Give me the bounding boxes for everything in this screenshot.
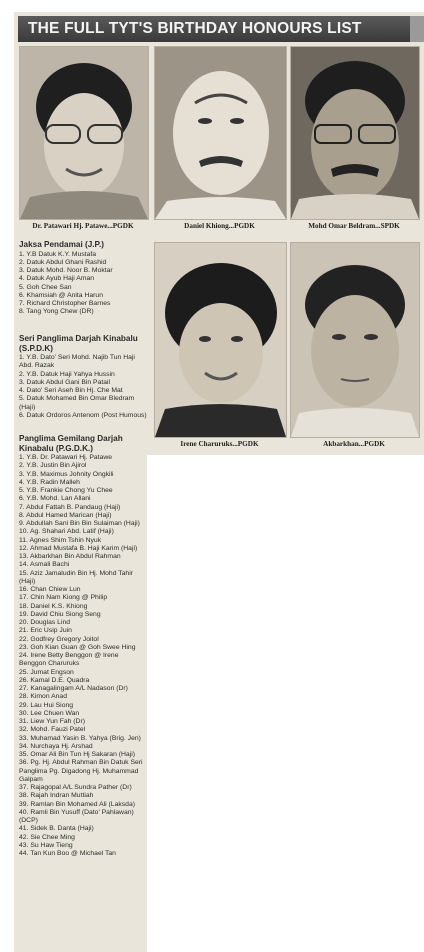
list-item: 4. Dato' Seri Aseh Bin Hj. Che Mat bbox=[19, 387, 123, 395]
list-item: 9. Abdullah Sani Bin Bin Sulaiman (Haji) bbox=[19, 520, 140, 528]
list-item: 1. Y.B Datuk K.Y. Mustafa bbox=[19, 250, 97, 258]
list-item: 24. Irene Betty Benggon @ Irene Benggon Charuruks bbox=[19, 652, 119, 668]
list-item: 8. Abdul Hamed Marican (Haji) bbox=[19, 511, 112, 519]
list-item: 7. Abdul Fattah B. Pandaug (Haji) bbox=[19, 503, 121, 511]
list-item: 32. Mohd. Fauzi Patel bbox=[19, 726, 86, 734]
photo-akbarkhan bbox=[290, 242, 420, 438]
list-item: 44. Tan Kun Boo @ Michael Tan bbox=[19, 850, 116, 858]
list-item: 31. Liew Yun Fah (Dr) bbox=[19, 718, 85, 726]
portrait-image bbox=[291, 243, 419, 437]
list-item: 25. Jumat Engson bbox=[19, 668, 74, 676]
list-item: 6. Y.B. Mohd. Lan Allani bbox=[19, 495, 91, 503]
list-item: 6. Datuk Ordoros Antenom (Post Humous) bbox=[19, 411, 147, 419]
portrait-image bbox=[291, 47, 419, 219]
list-item: 7. Richard Christopher Barnes bbox=[19, 300, 111, 308]
list-item: 6. Khamsiah @ Anita Harun bbox=[19, 291, 103, 299]
list-item: 33. Muhamad Yasin B. Yahya (Brig. Jen) bbox=[19, 734, 141, 742]
list-item: 28. Kimon Anad bbox=[19, 693, 67, 701]
list-item: 22. Godfrey Gregory Joitol bbox=[19, 635, 99, 643]
list-item: 21. Eric Usip Juin bbox=[19, 627, 72, 635]
list-item: 5. Y.B. Frankie Chong Yu Chee bbox=[19, 487, 113, 495]
article-title: THE FULL TYT'S BIRTHDAY HONOURS LIST bbox=[28, 20, 362, 37]
list-item: 16. Chan Chiew Lun bbox=[19, 586, 81, 594]
list-item: 36. Pg. Hj. Abdul Rahman Bin Datuk Seri Panglima Pg. Digadong Hj. Muhammad Galpam bbox=[19, 759, 143, 783]
section-title: Jaksa Pendamai (J.P.) bbox=[19, 240, 104, 249]
list-item: 38. Rajah Indran Muttiah bbox=[19, 792, 94, 800]
list-item: 35. Omar Ali Bin Tun Hj Sakaran (Haji) bbox=[19, 751, 135, 759]
section-spdk bbox=[19, 334, 147, 420]
list-item: 30. Lee Chuen Wan bbox=[19, 709, 80, 717]
blank-area bbox=[147, 455, 424, 952]
photo-caption: Akbarkhan...PGDK bbox=[323, 440, 385, 448]
list-item: 15. Aziz Jamaludin Bin Hj. Mohd Tahir (Haji) bbox=[19, 569, 133, 585]
section-jp bbox=[19, 240, 147, 317]
list-item: 11. Agnes Shim Tshin Nyuk bbox=[19, 536, 102, 544]
photo-irene bbox=[154, 242, 287, 438]
list-item: 3. Datuk Mohd. Noor B. Moktar bbox=[19, 267, 113, 275]
list-item: 5. Datuk Mohamed Bin Omar Bledram (Haji) bbox=[19, 395, 135, 411]
list-item: 14. Asmali Bachi bbox=[19, 561, 70, 569]
list-item: 34. Nurchaya Hj. Arshad bbox=[19, 742, 93, 750]
photo-mohd-omar bbox=[290, 46, 420, 220]
list-item: 1. Y.B. Dr. Patawari Hj. Patawe bbox=[19, 454, 113, 462]
list-item: 13. Akbarkhan Bin Abdul Rahman bbox=[19, 553, 121, 561]
list-item: 3. Y.B. Maximus Johnity Ongkili bbox=[19, 470, 114, 478]
list-item: 23. Goh Kian Guan @ Goh Swee Hing bbox=[19, 643, 136, 651]
article-header bbox=[18, 16, 424, 42]
list-item: 3. Datuk Abdul Gani Bin Patail bbox=[19, 378, 111, 386]
list-item: 17. Chin Nam Kiong @ Philip bbox=[19, 594, 108, 602]
photo-caption: Daniel Khiong...PGDK bbox=[184, 222, 255, 230]
photo-caption: Dr. Patawari Hj. Patawe...PGDK bbox=[32, 222, 134, 230]
photo-daniel bbox=[154, 46, 287, 220]
photo-caption: Irene Charuruks...PGDK bbox=[180, 440, 259, 448]
list-item: 43. Su Haw Tieng bbox=[19, 841, 73, 849]
photo-caption: Mohd Omar Beldram...SPDK bbox=[308, 222, 400, 230]
list-item: 39. Ramlan Bin Mohamed Ali (Laksda) bbox=[19, 800, 135, 808]
section-title: Panglima Gemilang Darjah Kinabalu (P.G.D.K.) bbox=[19, 434, 123, 453]
honours-list bbox=[19, 251, 147, 317]
list-item: 37. Rajagopal A/L Sundra Pather (Dr) bbox=[19, 784, 132, 792]
list-item: 2. Y.B. Datuk Haji Yahya Hussin bbox=[19, 370, 115, 378]
list-item: 12. Ahmad Mustafa B. Haji Karim (Haji) bbox=[19, 544, 138, 552]
portrait-image bbox=[155, 243, 286, 437]
list-item: 5. Goh Chee San bbox=[19, 283, 72, 291]
list-item: 8. Tang Yong Chew (DR) bbox=[19, 308, 94, 316]
list-item: 41. Sidek B. Danta (Haji) bbox=[19, 825, 94, 833]
honours-list bbox=[19, 454, 147, 858]
list-item: 18. Daniel K.S. Khiong bbox=[19, 602, 88, 610]
photo-patawari bbox=[19, 46, 149, 220]
list-item: 40. Ramli Bin Yusuff (Dato' Pahlawan) (DCP) bbox=[19, 808, 134, 825]
header-tab bbox=[410, 16, 424, 42]
list-item: 2. Y.B. Justin Bin Ajirol bbox=[19, 462, 87, 470]
list-item: 27. Kanagalingam A/L Nadason (Dr) bbox=[19, 685, 128, 693]
list-item: 4. Datuk Ayub Haji Aman bbox=[19, 275, 95, 283]
list-item: 26. Kamal D.E. Quadra bbox=[19, 676, 90, 684]
honours-list bbox=[19, 354, 147, 420]
section-pgdk bbox=[19, 434, 147, 858]
list-item: 42. Sie Chee Ming bbox=[19, 833, 75, 841]
list-item: 2. Datuk Abdul Ghani Rashid bbox=[19, 258, 107, 266]
list-item: 10. Ag. Shahari Abd. Latif (Haji) bbox=[19, 528, 114, 536]
list-item: 19. David Chiu Siong Seng bbox=[19, 610, 101, 618]
list-item: 4. Y.B. Radin Malleh bbox=[19, 478, 80, 486]
section-title: Seri Panglima Darjah Kinabalu (S.P.D.K) bbox=[19, 334, 138, 353]
portrait-image bbox=[20, 47, 148, 219]
list-item: 20. Douglas Lind bbox=[19, 619, 71, 627]
list-item: 1. Y.B. Dato' Seri Mohd. Najib Tun Haji Abd. Razak bbox=[19, 354, 135, 370]
list-item: 29. Lau Hui Siong bbox=[19, 701, 74, 709]
portrait-image bbox=[155, 47, 286, 219]
